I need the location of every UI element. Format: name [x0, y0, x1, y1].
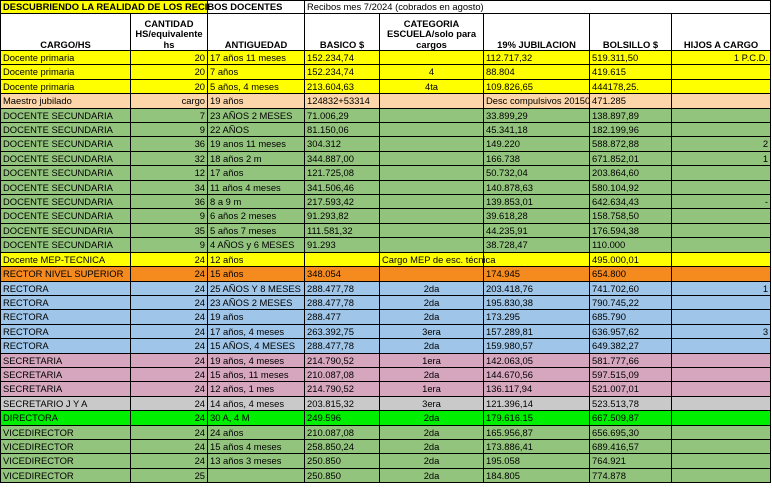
cell-cargo: VICEDIRECTOR	[1, 439, 131, 453]
table-row	[1, 353, 771, 367]
header-basico: BASICO $	[305, 14, 380, 51]
cell-cargo: DOCENTE SECUNDARIA	[1, 108, 131, 122]
cell-hijos	[672, 396, 771, 410]
cell-basico: 152.234,74	[305, 65, 380, 79]
cell-bolsillo: 654.800	[590, 267, 672, 281]
cell-antiguedad: 6 años 2 meses	[208, 209, 305, 223]
cell-basico: 81.150,06	[305, 123, 380, 137]
cell-basico: 217.593,42	[305, 195, 380, 209]
cell-hijos	[672, 108, 771, 122]
cell-bolsillo: 203.864,60	[590, 166, 672, 180]
cell-hijos: 1	[672, 281, 771, 295]
cell-hijos: 3	[672, 324, 771, 338]
cell-cargo: RECTOR NIVEL SUPERIOR	[1, 267, 131, 281]
cell-bolsillo: 138.897,89	[590, 108, 672, 122]
cell-basico: 210.087,08	[305, 425, 380, 439]
cell-cargo: RECTORA	[1, 339, 131, 353]
cell-cargo: DIRECTORA	[1, 411, 131, 425]
header-categoria: CATEGORIA ESCUELA/solo para cargos	[380, 14, 484, 51]
cell-jubilacion: 173.295	[484, 310, 590, 324]
cell-basico: 288.477,78	[305, 281, 380, 295]
cell-antiguedad: 25 AÑOS Y 8 MESES	[208, 281, 305, 295]
cell-jubilacion: 88.804	[484, 65, 590, 79]
cell-bolsillo: 444178,25.	[590, 79, 672, 93]
cell-cantidad: 9	[131, 209, 208, 223]
cell-cargo: RECTORA	[1, 295, 131, 309]
cell-categoria	[380, 137, 484, 151]
cell-bolsillo: 471.285	[590, 94, 672, 108]
cell-cantidad: 34	[131, 180, 208, 194]
table-row	[1, 252, 771, 266]
cell-categoria	[380, 151, 484, 165]
cell-antiguedad: 17 años, 4 meses	[208, 324, 305, 338]
cell-basico	[305, 252, 380, 266]
cell-antiguedad: 23 AÑOS 2 MESES	[208, 108, 305, 122]
table-row	[1, 108, 771, 122]
cell-hijos: 2	[672, 137, 771, 151]
cell-basico: 111.581,32	[305, 223, 380, 237]
cell-antiguedad: 13 años 3 meses	[208, 454, 305, 468]
cell-cantidad: 20	[131, 65, 208, 79]
table-row	[1, 79, 771, 93]
cell-cargo: Docente primaria	[1, 65, 131, 79]
table-row	[1, 223, 771, 237]
cell-categoria: 1era	[380, 353, 484, 367]
cell-antiguedad: 17 años 11 meses	[208, 51, 305, 65]
cell-hijos	[672, 425, 771, 439]
cell-cantidad: 7	[131, 108, 208, 122]
cell-basico: 288.477	[305, 310, 380, 324]
cell-antiguedad: 5 años 7 meses	[208, 223, 305, 237]
cell-antiguedad: 15 AÑOS, 4 MESES	[208, 339, 305, 353]
cell-cargo: DOCENTE SECUNDARIA	[1, 238, 131, 252]
cell-cargo: SECRETARIO J Y A	[1, 396, 131, 410]
cell-hijos	[672, 339, 771, 353]
cell-basico: 210.087,08	[305, 367, 380, 381]
cell-categoria	[380, 180, 484, 194]
cell-jubilacion: 142.063,05	[484, 353, 590, 367]
cell-categoria: 2da	[380, 439, 484, 453]
cell-bolsillo: 419.615	[590, 65, 672, 79]
table-row	[1, 180, 771, 194]
cell-basico: 288.477,78	[305, 339, 380, 353]
cell-cantidad: 32	[131, 151, 208, 165]
cell-basico: 214.790,52	[305, 353, 380, 367]
cell-hijos	[672, 353, 771, 367]
table-row	[1, 51, 771, 65]
cell-bolsillo: 667.509,87	[590, 411, 672, 425]
cell-cantidad: 24	[131, 353, 208, 367]
cell-jubilacion: 136.117,94	[484, 382, 590, 396]
header-cargo: CARGO/HS	[1, 14, 131, 51]
cell-hijos	[672, 94, 771, 108]
cell-antiguedad: 19 anos 11 meses	[208, 137, 305, 151]
cell-cargo: DOCENTE SECUNDARIA	[1, 123, 131, 137]
table-row	[1, 439, 771, 453]
cell-categoria: 2da	[380, 411, 484, 425]
cell-bolsillo: 656.695,30	[590, 425, 672, 439]
cell-cantidad: 24	[131, 396, 208, 410]
cell-bolsillo: 774.878	[590, 468, 672, 482]
cell-basico: 124832+53314	[305, 94, 380, 108]
cell-hijos	[672, 238, 771, 252]
cell-jubilacion: 50.732,04	[484, 166, 590, 180]
cell-jubilacion: 121.396,14	[484, 396, 590, 410]
cell-bolsillo: 523.513,78	[590, 396, 672, 410]
title-row	[1, 1, 771, 14]
cell-cargo: RECTORA	[1, 324, 131, 338]
cell-antiguedad: 19 años	[208, 310, 305, 324]
table-row	[1, 65, 771, 79]
table-row	[1, 324, 771, 338]
cell-hijos	[672, 267, 771, 281]
cell-categoria	[380, 223, 484, 237]
cell-jubilacion: 174.945	[484, 267, 590, 281]
cell-bolsillo: 580.104,92	[590, 180, 672, 194]
cell-cantidad: 20	[131, 79, 208, 93]
cell-categoria	[380, 108, 484, 122]
table-row	[1, 238, 771, 252]
cell-antiguedad: 18 años 2 m	[208, 151, 305, 165]
header-hijos: HIJOS A CARGO	[672, 14, 771, 51]
cell-cargo: DOCENTE SECUNDARIA	[1, 166, 131, 180]
cell-jubilacion: 179.616.15	[484, 411, 590, 425]
cell-categoria: 2da	[380, 310, 484, 324]
cell-basico: 71.006,29	[305, 108, 380, 122]
cell-cargo: DOCENTE SECUNDARIA	[1, 151, 131, 165]
cell-basico: 250.850	[305, 454, 380, 468]
cell-basico: 203.815,32	[305, 396, 380, 410]
cell-cantidad: 24	[131, 281, 208, 295]
cell-bolsillo: 519.311,50	[590, 51, 672, 65]
cell-cantidad: 24	[131, 411, 208, 425]
cell-antiguedad: 12 años	[208, 252, 305, 266]
cell-jubilacion: 139.853,01	[484, 195, 590, 209]
table-row	[1, 267, 771, 281]
table-row	[1, 281, 771, 295]
cell-categoria	[380, 267, 484, 281]
cell-antiguedad: 17 años	[208, 166, 305, 180]
cell-antiguedad: 15 años, 11 meses	[208, 367, 305, 381]
table-row	[1, 295, 771, 309]
cell-hijos	[672, 382, 771, 396]
cell-categoria	[380, 166, 484, 180]
cell-basico: 152.234,74	[305, 51, 380, 65]
cell-bolsillo: 689.416,57	[590, 439, 672, 453]
cell-categoria	[380, 94, 484, 108]
cell-categoria	[380, 195, 484, 209]
cell-bolsillo: 790.745,22	[590, 295, 672, 309]
cell-cantidad: 9	[131, 123, 208, 137]
table-row	[1, 411, 771, 425]
cell-jubilacion: 38.728,47	[484, 238, 590, 252]
table-row	[1, 123, 771, 137]
cell-jubilacion: 140.878,63	[484, 180, 590, 194]
cell-hijos	[672, 367, 771, 381]
header-jubilacion: 19% JUBILACION	[484, 14, 590, 51]
cell-cargo: Docente MEP-TECNICA	[1, 252, 131, 266]
cell-categoria: 1era	[380, 382, 484, 396]
cell-antiguedad: 12 años, 1 mes	[208, 382, 305, 396]
cell-jubilacion: 195.830,38	[484, 295, 590, 309]
cell-cantidad: 24	[131, 339, 208, 353]
cell-hijos	[672, 65, 771, 79]
cell-antiguedad: 5 años, 4 meses	[208, 79, 305, 93]
cell-hijos: 1	[672, 151, 771, 165]
cell-basico: 258.850,24	[305, 439, 380, 453]
cell-jubilacion: 173.886,41	[484, 439, 590, 453]
cell-hijos	[672, 439, 771, 453]
table-row	[1, 137, 771, 151]
cell-categoria: 2da	[380, 367, 484, 381]
cell-basico: 91.293,82	[305, 209, 380, 223]
table-row	[1, 396, 771, 410]
cell-jubilacion: 45.341,18	[484, 123, 590, 137]
cell-jubilacion: 157.289,81	[484, 324, 590, 338]
table-row	[1, 166, 771, 180]
cell-antiguedad: 30 A, 4 M	[208, 411, 305, 425]
cell-jubilacion: Desc compulsivos 20150	[484, 94, 590, 108]
cell-antiguedad: 15 años 4 meses	[208, 439, 305, 453]
table-row	[1, 468, 771, 482]
table-row	[1, 195, 771, 209]
header-cantidad: CANTIDAD HS/equivalente hs	[131, 14, 208, 51]
cell-cargo: DOCENTE SECUNDARIA	[1, 137, 131, 151]
cell-bolsillo: 649.382,27	[590, 339, 672, 353]
table-row	[1, 339, 771, 353]
cell-bolsillo: 741.702,60	[590, 281, 672, 295]
cell-basico: 250.850	[305, 468, 380, 482]
cell-hijos	[672, 180, 771, 194]
cell-cantidad: 24	[131, 382, 208, 396]
cell-categoria	[380, 123, 484, 137]
cell-jubilacion: 39.618,28	[484, 209, 590, 223]
cell-cantidad: 24	[131, 295, 208, 309]
cell-antiguedad: 8 a 9 m	[208, 195, 305, 209]
cell-bolsillo: 597.515,09	[590, 367, 672, 381]
cell-jubilacion: 165.956,87	[484, 425, 590, 439]
cell-categoria: 2da	[380, 295, 484, 309]
cell-basico: 344.887,00	[305, 151, 380, 165]
cell-bolsillo: 521.007,01	[590, 382, 672, 396]
sheet-title: DESCUBRIENDO LA REALIDAD DE LOS RECIBOS DOCENTES	[1, 1, 208, 14]
cell-cargo: Maestro jubilado	[1, 94, 131, 108]
cell-cargo: DOCENTE SECUNDARIA	[1, 195, 131, 209]
cell-hijos	[672, 223, 771, 237]
cell-cantidad: 24	[131, 324, 208, 338]
cell-basico: 348.054	[305, 267, 380, 281]
cell-antiguedad: 7 años	[208, 65, 305, 79]
cell-cargo: VICEDIRECTOR	[1, 425, 131, 439]
cell-categoria: 2da	[380, 454, 484, 468]
cell-cargo: RECTORA	[1, 310, 131, 324]
cell-antiguedad	[208, 468, 305, 482]
table-row	[1, 310, 771, 324]
cell-basico: 213.604,63	[305, 79, 380, 93]
cell-jubilacion: 166.738	[484, 151, 590, 165]
cell-antiguedad: 14 años, 4 meses	[208, 396, 305, 410]
cell-antiguedad: 11 años 4 meses	[208, 180, 305, 194]
cell-cantidad: 24	[131, 439, 208, 453]
cell-cantidad: 24	[131, 252, 208, 266]
cell-bolsillo: 764.921	[590, 454, 672, 468]
cell-hijos	[672, 209, 771, 223]
cell-basico: 288.477,78	[305, 295, 380, 309]
cell-hijos	[672, 310, 771, 324]
cell-cargo: DOCENTE SECUNDARIA	[1, 223, 131, 237]
cell-cantidad: 36	[131, 195, 208, 209]
cell-bolsillo: 685.790	[590, 310, 672, 324]
cell-basico: 341.506,46	[305, 180, 380, 194]
cell-bolsillo: 110.000	[590, 238, 672, 252]
cell-cantidad: 24	[131, 454, 208, 468]
cell-cargo: DOCENTE SECUNDARIA	[1, 180, 131, 194]
cell-jubilacion: 44.235,91	[484, 223, 590, 237]
cell-categoria	[380, 209, 484, 223]
header-row	[1, 14, 771, 51]
cell-cantidad: 24	[131, 267, 208, 281]
header-antiguedad: ANTIGUEDAD	[208, 14, 305, 51]
cell-categoria: 2da	[380, 339, 484, 353]
cell-cantidad: 24	[131, 310, 208, 324]
cell-jubilacion: 109.826,65	[484, 79, 590, 93]
cell-cantidad: 25	[131, 468, 208, 482]
cell-antiguedad: 19 años	[208, 94, 305, 108]
header-bolsillo: BOLSILLO $	[590, 14, 672, 51]
cell-cantidad: cargo	[131, 94, 208, 108]
cell-antiguedad: 15 años	[208, 267, 305, 281]
cell-jubilacion: 195.058	[484, 454, 590, 468]
cell-categoria: Cargo MEP de esc. técnica	[380, 252, 484, 266]
cell-bolsillo: 158.758,50	[590, 209, 672, 223]
cell-cantidad: 20	[131, 51, 208, 65]
cell-cargo: VICEDIRECTOR	[1, 454, 131, 468]
cell-categoria: 2da	[380, 468, 484, 482]
cell-hijos	[672, 123, 771, 137]
table-row	[1, 367, 771, 381]
cell-cargo: RECTORA	[1, 281, 131, 295]
cell-jubilacion: 33.899,29	[484, 108, 590, 122]
cell-hijos	[672, 295, 771, 309]
cell-cantidad: 36	[131, 137, 208, 151]
cell-categoria	[380, 51, 484, 65]
cell-antiguedad: 23 AÑOS 2 MESES	[208, 295, 305, 309]
cell-bolsillo: 636.957,62	[590, 324, 672, 338]
cell-jubilacion: 149.220	[484, 137, 590, 151]
cell-cargo: Docente primaria	[1, 79, 131, 93]
cell-hijos: -	[672, 195, 771, 209]
cell-bolsillo: 671.852,01	[590, 151, 672, 165]
cell-jubilacion: 159.980,57	[484, 339, 590, 353]
cell-basico: 214.790,52	[305, 382, 380, 396]
cell-hijos	[672, 79, 771, 93]
cell-basico: 121.725,08	[305, 166, 380, 180]
cell-jubilacion: 203.418,76	[484, 281, 590, 295]
cell-antiguedad: 19 años, 4 meses	[208, 353, 305, 367]
cell-hijos	[672, 454, 771, 468]
cell-jubilacion: 144.670,56	[484, 367, 590, 381]
cell-categoria: 3era	[380, 324, 484, 338]
cell-cargo: SECRETARIA	[1, 367, 131, 381]
cell-bolsillo: 581.777,66	[590, 353, 672, 367]
cell-categoria: 4ta	[380, 79, 484, 93]
cell-jubilacion	[484, 252, 590, 266]
table-row	[1, 454, 771, 468]
cell-cargo: Docente primaria	[1, 51, 131, 65]
cell-bolsillo: 176.594,38	[590, 223, 672, 237]
cell-antiguedad: 22 AÑOS	[208, 123, 305, 137]
cell-hijos	[672, 166, 771, 180]
cell-cantidad: 24	[131, 367, 208, 381]
cell-categoria: 4	[380, 65, 484, 79]
cell-bolsillo: 495.000,01	[590, 252, 672, 266]
cell-basico: 91.293	[305, 238, 380, 252]
cell-hijos	[672, 252, 771, 266]
cell-bolsillo: 588.872,88	[590, 137, 672, 151]
cell-hijos	[672, 468, 771, 482]
sheet-subtitle: Recibos mes 7/2024 (cobrados en agosto)	[305, 1, 771, 14]
table-row	[1, 425, 771, 439]
cell-cantidad: 35	[131, 223, 208, 237]
cell-categoria: 2da	[380, 425, 484, 439]
cell-hijos: 1 P.C.D.	[672, 51, 771, 65]
cell-jubilacion: 112.717,32	[484, 51, 590, 65]
table-row	[1, 151, 771, 165]
cell-cargo: VICEDIRECTOR	[1, 468, 131, 482]
cell-categoria: 2da	[380, 281, 484, 295]
cell-antiguedad: 4 AÑOS y 6 MESES	[208, 238, 305, 252]
cell-basico: 263.392,75	[305, 324, 380, 338]
cell-bolsillo: 642.634,43	[590, 195, 672, 209]
cell-cantidad: 24	[131, 425, 208, 439]
cell-bolsillo: 182.199,96	[590, 123, 672, 137]
cell-basico: 304.312	[305, 137, 380, 151]
cell-cargo: SECRETARIA	[1, 382, 131, 396]
cell-jubilacion: 184.805	[484, 468, 590, 482]
cell-cantidad: 9	[131, 238, 208, 252]
cell-categoria: 3era	[380, 396, 484, 410]
cell-hijos	[672, 411, 771, 425]
table-row	[1, 382, 771, 396]
table-row	[1, 94, 771, 108]
cell-cargo: SECRETARIA	[1, 353, 131, 367]
cell-cargo: DOCENTE SECUNDARIA	[1, 209, 131, 223]
cell-cantidad: 12	[131, 166, 208, 180]
cell-categoria	[380, 238, 484, 252]
cell-antiguedad: 24 años	[208, 425, 305, 439]
table-row	[1, 209, 771, 223]
cell-basico: 249.596	[305, 411, 380, 425]
